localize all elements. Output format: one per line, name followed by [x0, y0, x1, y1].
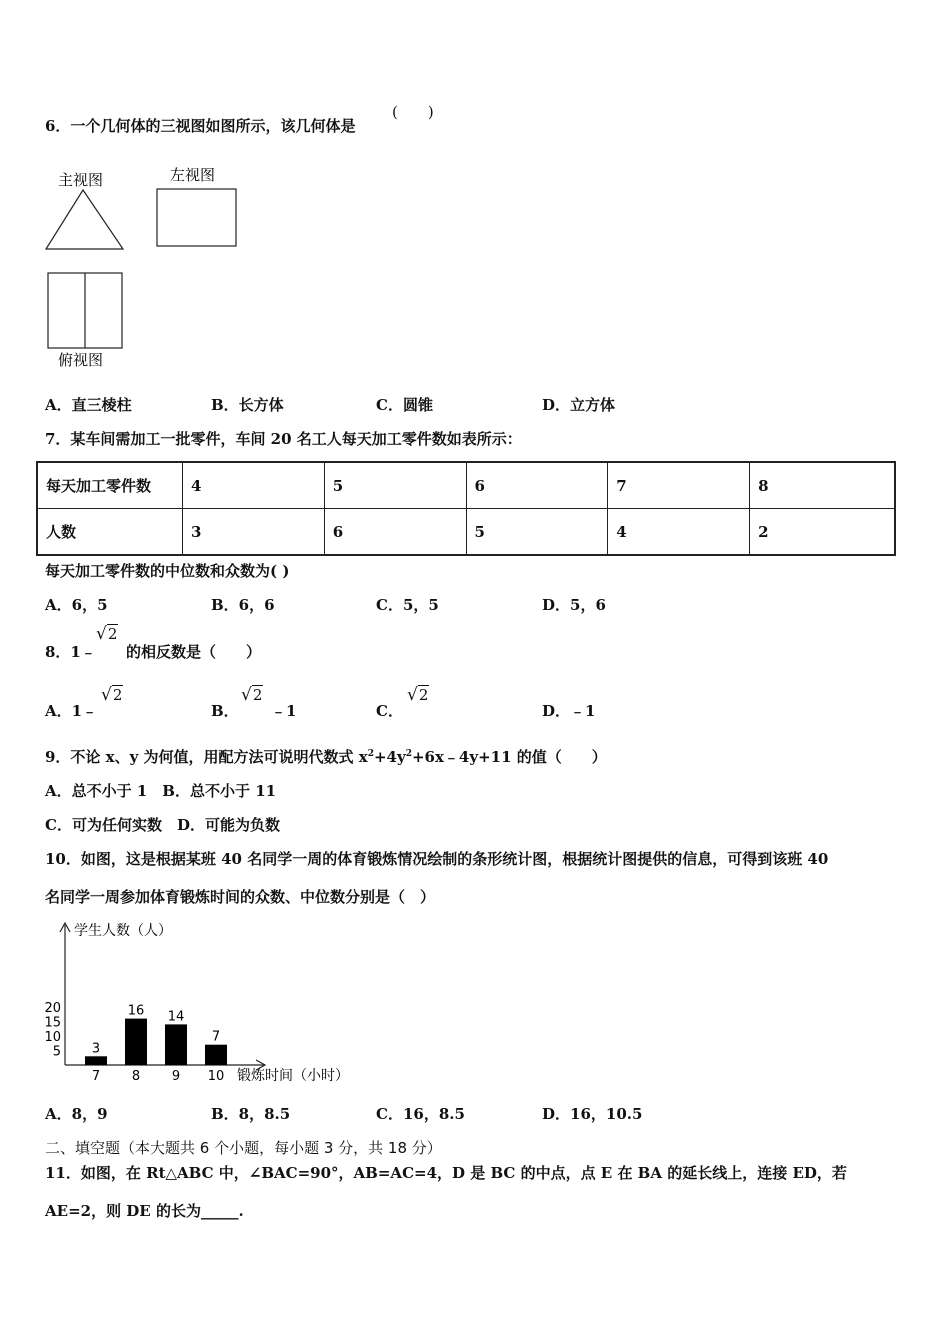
q8-option-b-label: B． — [211, 702, 239, 720]
q11-line2: AE=2，则 DE 的长为_____. — [45, 1202, 244, 1220]
q6-option-d: D．立方体 — [542, 396, 616, 414]
y-tick-label: 15 — [44, 1015, 61, 1031]
table-cell: 2 — [750, 509, 895, 556]
q7-stem: 7．某车间需加工一批零件，车间 20 名工人每天加工零件数如表所示： — [45, 430, 522, 448]
y-tick-label: 20 — [44, 1001, 61, 1016]
bar-value-label: 7 — [211, 1029, 221, 1045]
q11-line1: 11．如图，在 Rt△ABC 中，∠BAC=90°，AB=AC=4，D 是 BC 的中点，点 E 在 BA 的延长线上，连接 ED，若 — [45, 1164, 847, 1182]
q8-option-a: A．1﹣ — [45, 702, 98, 720]
x-tick-label: 8 — [131, 1069, 141, 1084]
q8-radicand: 2 — [107, 625, 118, 643]
left-view-rectangle — [157, 189, 236, 246]
q7-question: 每天加工零件数的中位数和众数为( ) — [45, 562, 290, 580]
q8-number: 8．1﹣ — [45, 643, 96, 661]
front-view-label: 主视图 — [58, 171, 104, 189]
table-cell: 5 — [466, 509, 608, 556]
table-row — [37, 462, 895, 509]
q8-option-c-label: C． — [376, 702, 403, 720]
left-view-label: 左视图 — [170, 166, 216, 184]
y-tick-label: 5 — [52, 1044, 61, 1060]
table-cell: 5 — [324, 462, 466, 509]
q9-options-line2: C．可为任何实数 D．可能为负数 — [45, 816, 280, 834]
q6-answer-paren: ( ) — [392, 103, 434, 121]
q8-option-c-sqrt: √2 — [407, 685, 429, 705]
table-cell: 4 — [183, 462, 325, 509]
x-axis-label: 锻炼时间（小时） — [237, 1068, 349, 1084]
q9-prefix: 9．不论 x、y 为何值，用配方法可说明代数式 x — [45, 748, 368, 766]
table-cell: 每天加工零件数 — [37, 462, 183, 509]
q10-stem-line2: 名同学一周参加体育锻炼时间的众数、中位数分别是（ ） — [45, 888, 436, 906]
q8-option-a-radicand: 2 — [112, 686, 123, 704]
table-cell: 8 — [750, 462, 895, 509]
q10-option-c: C．16，8.5 — [376, 1105, 465, 1123]
q6-option-a: A．直三棱柱 — [45, 396, 132, 414]
q7-option-b: B．6，6 — [211, 596, 275, 614]
x-tick-label: 9 — [171, 1069, 181, 1084]
q7-table — [36, 461, 896, 556]
q9-exp1: 2 — [367, 749, 374, 759]
top-view-label: 俯视图 — [58, 351, 104, 369]
q7-option-a: A．6，5 — [45, 596, 108, 614]
table-row — [37, 509, 895, 556]
bar-10 — [205, 1045, 227, 1065]
q8-stem-tail: 的相反数是（ ） — [126, 643, 262, 661]
q8-sqrt: √2 — [96, 624, 118, 644]
x-tick-label: 7 — [91, 1069, 101, 1084]
bar-value-label: 3 — [91, 1041, 101, 1057]
bar-chart — [40, 915, 370, 1090]
bar-7 — [85, 1056, 107, 1065]
table-cell: 人数 — [37, 509, 183, 556]
q8-option-a-sqrt: √2 — [101, 685, 123, 705]
y-axis-label: 学生人数（人） — [74, 923, 172, 939]
q8-option-c-radicand: 2 — [418, 686, 429, 704]
q6-option-c: C．圆锥 — [376, 396, 433, 414]
x-tick-label: 10 — [207, 1069, 225, 1084]
q10-option-b: B．8，8.5 — [211, 1105, 291, 1123]
q6-stem: 6．一个几何体的三视图如图所示，该几何体是 — [45, 117, 356, 135]
table-cell: 4 — [608, 509, 750, 556]
q10-option-d: D．16，10.5 — [542, 1105, 643, 1123]
front-view-triangle — [46, 190, 123, 249]
three-view-figure — [40, 160, 260, 375]
q10-option-a: A．8，9 — [45, 1105, 108, 1123]
q9-mid: +4y — [373, 748, 406, 766]
section-title: 二、填空题（本大题共 6 个小题，每小题 3 分，共 18 分） — [45, 1139, 442, 1157]
q7-option-d: D．5，6 — [542, 596, 606, 614]
y-tick-label: 10 — [44, 1030, 61, 1045]
bar-value-label: 16 — [127, 1003, 145, 1019]
q8-option-b-radicand: 2 — [252, 686, 263, 704]
table-cell: 6 — [466, 462, 608, 509]
q9-suffix: +6x﹣4y+11 的值（ ） — [411, 748, 607, 766]
q9-stem — [45, 746, 607, 767]
bar-9 — [165, 1024, 187, 1065]
table-cell: 7 — [608, 462, 750, 509]
table-cell: 6 — [324, 509, 466, 556]
q6-option-b: B．长方体 — [211, 396, 284, 414]
bar-8 — [125, 1019, 147, 1065]
q9-exp2: 2 — [405, 749, 412, 759]
q10-stem-line1: 10．如图，这是根据某班 40 名同学一周的体育锻炼情况绘制的条形统计图，根据统计图提供的信息，可得到该班 40 — [45, 850, 829, 868]
q7-option-c: C．5，5 — [376, 596, 439, 614]
q9-options-line1: A．总不小于 1 B．总不小于 11 — [45, 782, 277, 800]
q8-option-d: D．﹣1 — [542, 702, 596, 720]
table-cell: 3 — [183, 509, 325, 556]
q8-option-b-sqrt: √2 — [241, 685, 263, 705]
q8-option-b-tail: ﹣1 — [271, 702, 297, 720]
bar-value-label: 14 — [167, 1009, 185, 1025]
